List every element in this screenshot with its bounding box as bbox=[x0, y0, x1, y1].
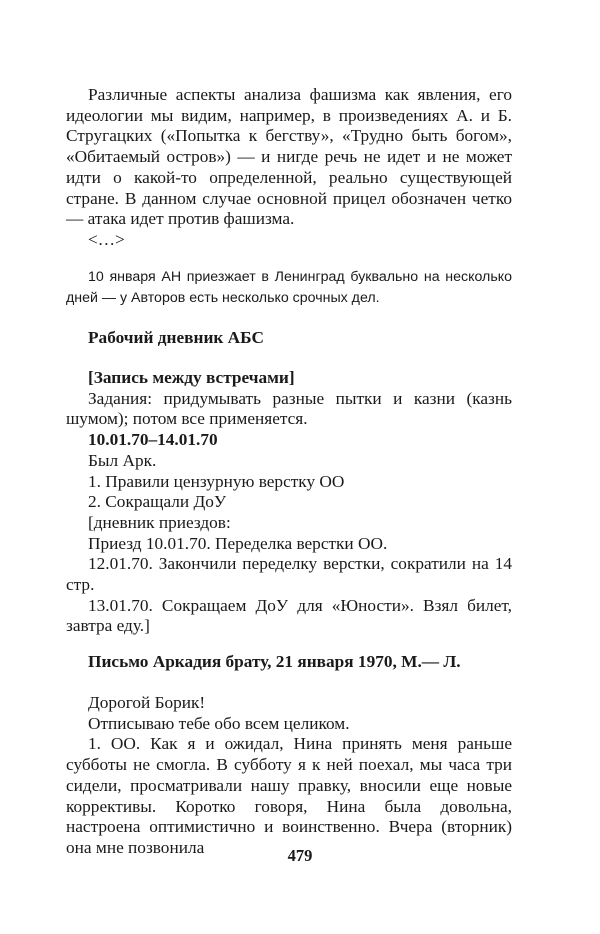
diary-line: Был Арк. bbox=[88, 450, 157, 470]
diary-heading-block bbox=[66, 328, 512, 349]
diary-line: 1. Правили цензурную верстку ОО bbox=[88, 471, 345, 491]
diary-line: [дневник приездов: bbox=[88, 512, 231, 532]
page-number: 479 bbox=[287, 846, 313, 865]
diary-entries bbox=[66, 368, 512, 637]
editorial-note bbox=[66, 267, 512, 308]
intro-paragraph-block bbox=[66, 85, 512, 251]
editorial-note-text: 10 января АН приезжает в Ленинград буквально на несколько дней — у Авторов есть несколько срочных дел. bbox=[66, 269, 512, 306]
letter-heading-block bbox=[66, 652, 512, 673]
letter-greeting: Дорогой Борик! bbox=[88, 693, 206, 712]
intro-paragraph: Различные аспекты анализа фашизма как явления, его идеологии мы видим, например, в произведениях А. и Б. Стругацких («Попытка к бегству», «Трудно быть богом», «Обитаемый остров») — и нигде речь не идет и не может идти о какой-то определенной, реально существующей стране. В данном случае основной прицел обозначен четко — атака идет против фашизма. bbox=[66, 85, 512, 229]
diary-line: Приезд 10.01.70. Переделка верстки ОО. bbox=[88, 533, 388, 553]
letter-line: Отписываю тебе обо всем целиком. bbox=[88, 713, 350, 733]
diary-line: 2. Сокращали ДоУ bbox=[88, 492, 227, 512]
ellipsis-marker: <…> bbox=[88, 229, 125, 249]
diary-subheading: [Запись между встречами] bbox=[88, 368, 295, 387]
diary-line: 12.01.70. Закончили переделку верстки, сократили на 14 стр. bbox=[66, 554, 512, 595]
diary-line: 13.01.70. Сокращаем ДоУ для «Юности». Взял билет, завтра еду.] bbox=[66, 595, 512, 636]
diary-tasks: Задания: придумывать разные пытки и казни (казнь шумом); потом все применяется. bbox=[66, 388, 512, 429]
letter-heading: Письмо Аркадия брату, 21 января 1970, М.— Л. bbox=[88, 652, 461, 671]
diary-date-range: 10.01.70–14.01.70 bbox=[88, 430, 218, 450]
letter-body bbox=[66, 693, 512, 859]
letter-paragraph: 1. ОО. Как я и ожидал, Нина принять меня раньше субботы не смогла. В субботу я к ней поехал, мы часа три сидели, просматривали нашу правку, вносили еще новые коррективы. Коротко говоря, Нина была довольна, настроена оптимистично и воинственно. Вчера (вторник) она мне позвонила bbox=[66, 734, 512, 857]
diary-heading: Рабочий дневник АБС bbox=[88, 328, 264, 347]
